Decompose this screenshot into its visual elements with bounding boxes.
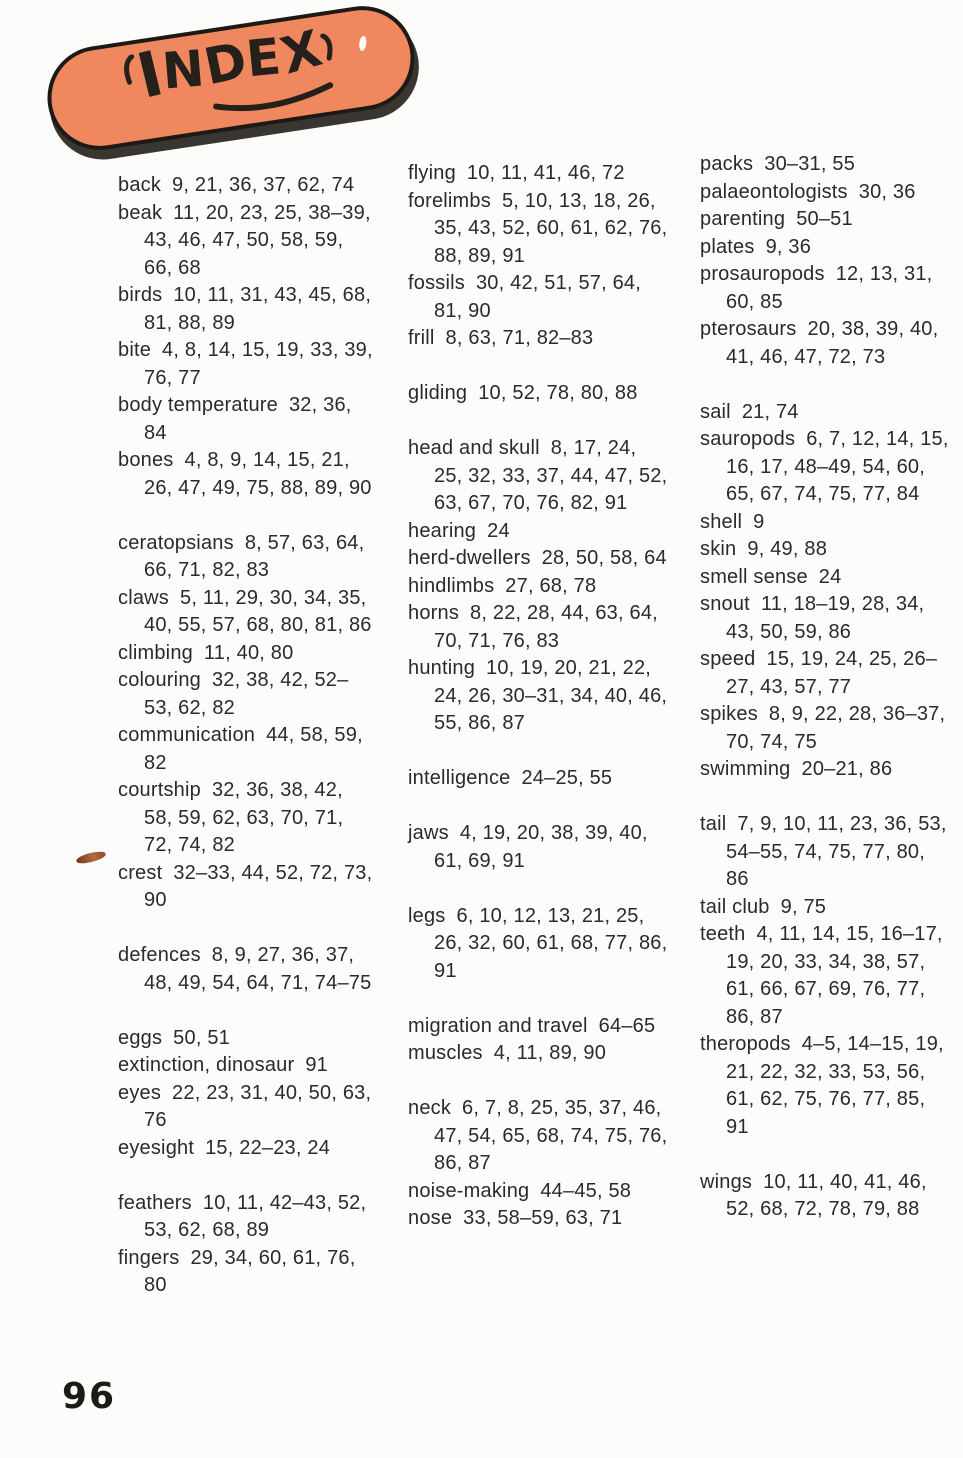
entry-pages: 4, 19, 20, 38, 39, 40, 61, 69, 91: [434, 822, 648, 872]
entry-term: wings: [700, 1170, 753, 1193]
entry-pages: 50–51: [796, 208, 853, 230]
index-entry: [408, 325, 668, 353]
entry-term: jaws: [408, 822, 449, 844]
banner-letter: N: [159, 39, 208, 101]
index-entry: [700, 509, 952, 537]
entry-pages: 24: [818, 565, 842, 588]
index-entry: [700, 426, 952, 509]
entry-term: eyesight: [118, 1136, 195, 1159]
index-entry: [700, 234, 952, 262]
entry-term: fossils: [408, 272, 465, 294]
index-group: [408, 380, 668, 408]
entry-term: shell: [700, 510, 743, 533]
entry-term: muscles: [408, 1042, 483, 1064]
banner-letter: D: [199, 30, 253, 97]
index-entry: [118, 585, 374, 640]
entry-term: prosauropods: [700, 263, 825, 285]
entry-term: nose: [408, 1207, 453, 1229]
index-group: [408, 820, 668, 875]
index-entry: [118, 777, 374, 860]
entry-pages: 8, 9, 27, 36, 37, 48, 49, 54, 64, 71, 74–75: [144, 944, 372, 994]
entry-term: crest: [118, 861, 163, 884]
entry-pages: 10, 11, 31, 43, 45, 68, 81, 88, 89: [144, 284, 372, 334]
index-entry: [118, 1025, 374, 1053]
margin-smudge-mark: [75, 850, 106, 866]
index-entry: [408, 380, 668, 408]
index-column-3: [700, 151, 952, 1251]
index-entry: [408, 903, 668, 986]
entry-term: colouring: [118, 669, 201, 691]
index-entry: [700, 701, 952, 756]
entry-term: claws: [118, 586, 170, 609]
entry-term: feathers: [118, 1191, 192, 1214]
index-entry: [118, 1080, 374, 1135]
entry-term: gliding: [408, 382, 468, 404]
entry-term: sauropods: [700, 428, 796, 450]
index-entry: [408, 1040, 668, 1068]
index-entry: [118, 172, 374, 200]
entry-pages: 24–25, 55: [521, 767, 613, 789]
index-entry: [408, 820, 668, 875]
index-entry: [118, 200, 374, 283]
index-entry: [408, 1095, 668, 1178]
index-entry: [700, 1169, 952, 1224]
index-entry: [118, 337, 374, 392]
index-entry: [700, 179, 952, 207]
entry-pages: 5, 10, 13, 18, 26, 35, 43, 52, 60, 61, 62, 76, 88, 89, 91: [434, 189, 668, 267]
index-entry: [118, 1135, 374, 1163]
index-entry: [408, 518, 668, 546]
entry-term: teeth: [700, 923, 746, 945]
index-entry: [700, 756, 952, 784]
entry-pages: 27, 68, 78: [505, 574, 597, 597]
entry-pages: 8, 9, 22, 28, 36–37, 70, 74, 75: [726, 703, 946, 753]
index-group: [118, 1025, 374, 1163]
entry-term: bones: [118, 449, 174, 471]
index-entry: [408, 1205, 668, 1233]
index-group: [408, 160, 668, 353]
index-group: [408, 1013, 668, 1068]
entry-pages: 9: [753, 510, 765, 533]
index-banner: [40, 0, 421, 157]
entry-term: pterosaurs: [700, 318, 797, 340]
entry-term: courtship: [118, 779, 201, 801]
entry-pages: 8, 57, 63, 64, 66, 71, 82, 83: [144, 531, 365, 581]
index-entry: [408, 655, 668, 738]
entry-pages: 64–65: [598, 1014, 656, 1037]
index-column-2: [408, 160, 668, 1260]
entry-pages: 4, 8, 14, 15, 19, 33, 39, 76, 77: [144, 339, 373, 389]
index-entry: [700, 921, 952, 1031]
index-entry: [700, 1031, 952, 1141]
index-entry: [118, 530, 374, 585]
banner-letter: E: [243, 27, 285, 89]
entry-pages: 33, 58–59, 63, 71: [463, 1207, 623, 1229]
index-group: [700, 811, 952, 1141]
entry-term: smell sense: [700, 565, 808, 588]
index-entry: [700, 261, 952, 316]
entry-term: swimming: [700, 758, 791, 780]
entry-term: theropods: [700, 1033, 791, 1055]
index-entry: [118, 860, 374, 915]
index-group: [700, 1169, 952, 1224]
entry-term: hearing: [408, 519, 477, 542]
entry-pages: 30–31, 55: [764, 153, 856, 175]
entry-term: defences: [118, 944, 201, 966]
index-group: [118, 1190, 374, 1300]
entry-pages: 7, 9, 10, 11, 23, 36, 53, 54–55, 74, 75, 77, 80, 86: [726, 813, 947, 890]
index-entry: [118, 1245, 374, 1300]
entry-term: hunting: [408, 657, 476, 679]
entry-pages: 30, 42, 51, 57, 64, 81, 90: [434, 272, 642, 322]
entry-pages: 20–21, 86: [801, 758, 893, 780]
index-entry: [408, 1178, 668, 1206]
index-entry: [700, 206, 952, 234]
entry-pages: 44–45, 58: [540, 1179, 632, 1202]
index-entry: [408, 160, 668, 188]
entry-pages: 30, 36: [858, 180, 916, 203]
entry-term: frill: [408, 327, 435, 349]
banner-letter: X: [274, 18, 329, 86]
entry-pages: 50, 51: [173, 1026, 230, 1049]
entry-pages: 9, 36: [765, 235, 812, 258]
index-group: [408, 903, 668, 986]
entry-term: ceratopsians: [118, 531, 234, 554]
entry-pages: 21, 74: [741, 400, 799, 423]
entry-term: beak: [118, 201, 163, 224]
entry-term: sail: [700, 400, 731, 423]
entry-pages: 6, 7, 8, 25, 35, 37, 46, 47, 54, 65, 68, 74, 75, 76, 86, 87: [434, 1097, 668, 1174]
entry-term: fingers: [118, 1246, 180, 1269]
entry-pages: 4, 8, 9, 14, 15, 21, 26, 47, 49, 75, 88, 89, 90: [144, 449, 372, 499]
entry-term: spikes: [700, 703, 758, 725]
entry-term: tail: [700, 813, 727, 835]
entry-term: parenting: [700, 208, 786, 230]
entry-pages: 24: [487, 519, 510, 542]
index-entry: [408, 545, 668, 573]
entry-pages: 8, 17, 24, 25, 32, 33, 37, 44, 47, 52, 63, 67, 70, 76, 82, 91: [434, 437, 668, 514]
banner-letter: I: [130, 36, 171, 113]
entry-term: hindlimbs: [408, 574, 495, 597]
index-entry: [408, 573, 668, 601]
index-entry: [700, 151, 952, 179]
index-entry: [700, 591, 952, 646]
entry-pages: 5, 11, 29, 30, 34, 35, 40, 55, 57, 68, 80, 81, 86: [144, 586, 372, 636]
index-group: [700, 151, 952, 371]
index-group: [118, 172, 374, 502]
entry-term: body temperature: [118, 394, 278, 416]
entry-pages: 10, 19, 20, 21, 22, 24, 26, 30–31, 34, 40, 46, 55, 86, 87: [434, 657, 668, 734]
index-entry: [700, 564, 952, 592]
entry-pages: 15, 19, 24, 25, 26–27, 43, 57, 77: [726, 648, 938, 698]
entry-pages: 8, 22, 28, 44, 63, 64, 70, 71, 76, 83: [434, 602, 658, 652]
entry-pages: 8, 63, 71, 82–83: [445, 327, 594, 349]
index-entry: [118, 1190, 374, 1245]
entry-term: flying: [408, 162, 456, 184]
entry-term: skin: [700, 538, 737, 560]
entry-term: climbing: [118, 641, 193, 664]
index-entry: [408, 765, 668, 793]
entry-term: snout: [700, 593, 750, 615]
index-entry: [408, 188, 668, 271]
entry-pages: 22, 23, 31, 40, 50, 63, 76: [144, 1081, 372, 1131]
entry-term: legs: [408, 904, 446, 927]
entry-term: plates: [700, 235, 755, 258]
index-entry: [408, 435, 668, 518]
entry-pages: 12, 13, 31, 60, 85: [726, 263, 933, 313]
entry-term: communication: [118, 724, 256, 746]
entry-term: intelligence: [408, 767, 511, 789]
entry-term: speed: [700, 648, 756, 670]
index-group: [408, 765, 668, 793]
entry-term: head and skull: [408, 437, 540, 459]
entry-term: packs: [700, 153, 754, 175]
entry-term: extinction, dinosaur: [118, 1054, 295, 1076]
entry-term: forelimbs: [408, 189, 491, 212]
index-entry: [408, 1013, 668, 1041]
entry-pages: 44, 58, 59, 82: [144, 724, 363, 774]
index-entry: [700, 316, 952, 371]
entry-pages: 4, 11, 14, 15, 16–17, 19, 20, 33, 34, 38, 57, 61, 66, 67, 69, 76, 77, 86, 87: [726, 923, 943, 1028]
entry-term: horns: [408, 602, 460, 624]
entry-pages: 32–33, 44, 52, 72, 73, 90: [144, 861, 373, 911]
entry-pages: 11, 20, 23, 25, 38–39, 43, 46, 47, 50, 58, 59, 66, 68: [144, 201, 371, 279]
entry-term: herd-dwellers: [408, 547, 531, 569]
index-entry: [700, 811, 952, 894]
entry-pages: 32, 36, 38, 42, 58, 59, 62, 63, 70, 71, 72, 74, 82: [144, 779, 344, 856]
entry-pages: 10, 11, 41, 46, 72: [466, 162, 625, 184]
entry-pages: 11, 40, 80: [203, 641, 294, 664]
entry-pages: 29, 34, 60, 61, 76, 80: [144, 1246, 356, 1296]
index-entry: [118, 1052, 374, 1080]
entry-pages: 15, 22–23, 24: [205, 1136, 331, 1159]
entry-term: migration and travel: [408, 1014, 588, 1037]
index-entry: [408, 600, 668, 655]
entry-term: eyes: [118, 1081, 162, 1104]
entry-pages: 6, 7, 12, 14, 15, 16, 17, 48–49, 54, 60, 65, 67, 74, 75, 77, 84: [726, 428, 949, 505]
index-entry: [118, 447, 374, 502]
entry-pages: 91: [305, 1054, 328, 1076]
entry-term: bite: [118, 339, 152, 361]
index-entry: [118, 640, 374, 668]
entry-pages: 32, 38, 42, 52–53, 62, 82: [144, 669, 349, 719]
page-number: 96: [62, 1376, 117, 1417]
index-group: [408, 435, 668, 738]
entry-pages: 9, 49, 88: [747, 538, 828, 560]
entry-term: neck: [408, 1097, 452, 1119]
index-entry: [118, 667, 374, 722]
index-entry: [700, 646, 952, 701]
entry-term: eggs: [118, 1026, 163, 1049]
index-group: [118, 530, 374, 915]
entry-pages: 6, 10, 12, 13, 21, 25, 26, 32, 60, 61, 68, 77, 86, 91: [434, 904, 668, 982]
entry-pages: 10, 52, 78, 80, 88: [478, 382, 638, 404]
entry-pages: 20, 38, 39, 40, 41, 46, 47, 72, 73: [726, 318, 939, 368]
entry-pages: 4–5, 14–15, 19, 21, 22, 32, 33, 53, 56, 61, 62, 75, 76, 77, 85, 91: [726, 1033, 944, 1138]
index-entry: [118, 282, 374, 337]
entry-pages: 10, 11, 40, 41, 46, 52, 68, 72, 78, 79, 88: [726, 1170, 927, 1220]
entry-pages: 28, 50, 58, 64: [541, 547, 667, 569]
index-group: [408, 1095, 668, 1233]
index-entry: [700, 894, 952, 922]
entry-term: noise-making: [408, 1179, 530, 1202]
entry-pages: 11, 18–19, 28, 34, 43, 50, 59, 86: [726, 593, 925, 643]
index-entry: [118, 392, 374, 447]
entry-term: back: [118, 174, 162, 196]
entry-pages: 10, 11, 42–43, 52, 53, 62, 68, 89: [144, 1191, 367, 1241]
index-entry: [700, 399, 952, 427]
entry-term: birds: [118, 284, 163, 306]
entry-term: tail club: [700, 895, 770, 918]
entry-pages: 4, 11, 89, 90: [493, 1042, 607, 1064]
index-entry: [118, 722, 374, 777]
index-group: [118, 942, 374, 997]
entry-pages: 9, 75: [780, 895, 827, 918]
index-entry: [408, 270, 668, 325]
entry-pages: 9, 21, 36, 37, 62, 74: [172, 174, 355, 196]
index-column-1: [118, 172, 374, 1327]
index-entry: [118, 942, 374, 997]
entry-pages: 32, 36, 84: [144, 394, 352, 444]
index-group: [700, 399, 952, 784]
entry-term: palaeontologists: [700, 180, 848, 203]
index-entry: [700, 536, 952, 564]
